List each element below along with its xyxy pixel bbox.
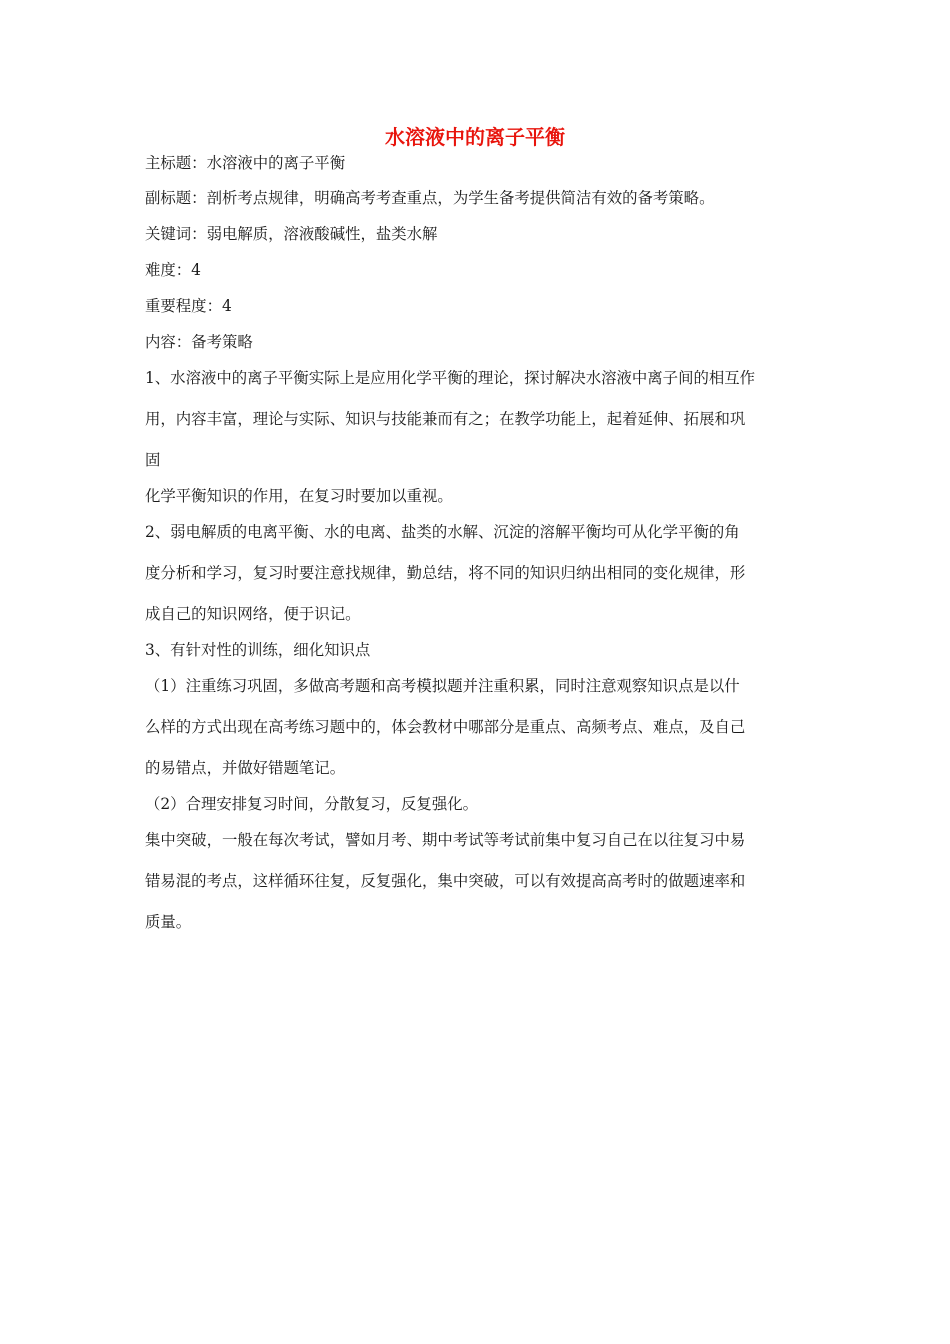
difficulty-line: 难度：4 (145, 261, 201, 279)
paragraph-line: 质量。 (145, 913, 192, 931)
paragraph-line: 2、弱电解质的电离平衡、水的电离、盐类的水解、沉淀的溶解平衡均可从化学平衡的角 (145, 523, 740, 541)
paragraph-line: 的易错点，并做好错题笔记。 (145, 759, 346, 777)
paragraph-line: （2）合理安排复习时间，分散复习，反复强化。 (145, 795, 478, 813)
paragraph-line: 用，内容丰富，理论与实际、知识与技能兼而有之；在教学功能上，起着延伸、拓展和巩 (145, 410, 746, 428)
main-title-line: 主标题：水溶液中的离子平衡 (145, 154, 346, 172)
paragraph-line: 成自己的知识网络，便于识记。 (145, 605, 361, 623)
paragraph-line: 固 (145, 451, 161, 469)
paragraph-line: 度分析和学习，复习时要注意找规律，勤总结，将不同的知识归纳出相同的变化规律，形 (145, 564, 746, 582)
importance-line: 重要程度：4 (145, 297, 232, 315)
paragraph-line: 化学平衡知识的作用，在复习时要加以重视。 (145, 487, 453, 505)
paragraph-line: 3、有针对性的训练，细化知识点 (145, 641, 371, 659)
paragraph-line: 1、水溶液中的离子平衡实际上是应用化学平衡的理论，探讨解决水溶液中离子间的相互作 (145, 369, 756, 387)
document-title: 水溶液中的离子平衡 (385, 125, 565, 149)
paragraph-line: 错易混的考点，这样循环往复，反复强化，集中突破，可以有效提高高考时的做题速率和 (145, 872, 746, 890)
subtitle-line: 副标题：剖析考点规律，明确高考考查重点，为学生备考提供简洁有效的备考策略。 (145, 189, 715, 207)
paragraph-line: （1）注重练习巩固，多做高考题和高考模拟题并注重积累，同时注意观察知识点是以什 (145, 677, 740, 695)
keywords-line: 关键词：弱电解质，溶液酸碱性，盐类水解 (145, 225, 438, 243)
paragraph-line: 么样的方式出现在高考练习题中的，体会教材中哪部分是重点、高频考点、难点，及自己 (145, 718, 746, 736)
content-line: 内容：备考策略 (145, 333, 253, 351)
paragraph-line: 集中突破，一般在每次考试，譬如月考、期中考试等考试前集中复习自己在以往复习中易 (145, 831, 746, 849)
